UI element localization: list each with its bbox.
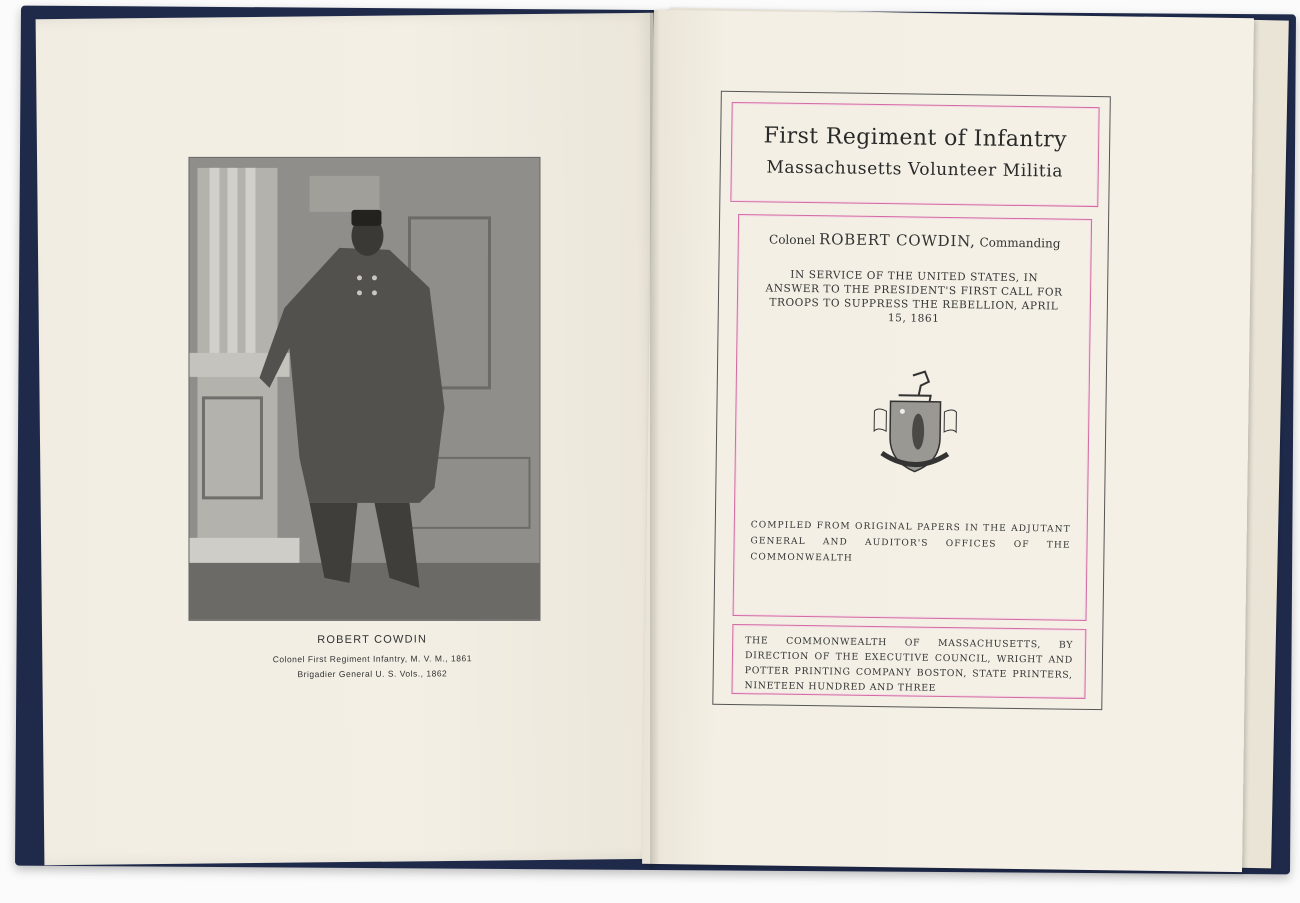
caption-line-1: Colonel First Regiment Infantry, M. V. M., 1861: [272, 653, 472, 665]
title-box: [730, 102, 1099, 207]
left-page-frontispiece: [36, 13, 663, 865]
book-subtitle: Massachusetts Volunteer Militia: [766, 157, 1064, 182]
right-page-title: [642, 10, 1254, 872]
imprint-box: [731, 624, 1086, 699]
colonel-suffix: Commanding: [979, 235, 1061, 251]
title-page-frame: [712, 91, 1111, 710]
colonel-prefix: Colonel: [768, 232, 816, 248]
commander-line: [739, 229, 1091, 252]
description-box: [733, 214, 1093, 621]
caption-name: ROBERT COWDIN: [317, 633, 428, 647]
colonel-name: ROBERT COWDIN,: [818, 230, 976, 251]
portrait-illustration: [189, 158, 539, 620]
portrait-caption: [212, 633, 532, 685]
massachusetts-seal-icon: [867, 367, 963, 480]
publisher-imprint: THE COMMONWEALTH OF MASSACHUSETTS, BY DIRECTION OF THE EXECUTIVE COUNCIL, WRIGHT AND POTTER PRINTING COMPANY BOSTON, STATE PRINTERS, NINETEEN HUNDRED AND THREE: [744, 635, 1074, 694]
book-gutter: [650, 10, 660, 870]
book-title: First Regiment of Infantry: [763, 123, 1068, 153]
compiled-statement: COMPILED FROM ORIGINAL PAPERS IN THE ADJUTANT GENERAL AND AUDITOR'S OFFICES OF THE COMMONWEALTH: [750, 520, 1071, 564]
service-statement: IN SERVICE OF THE UNITED STATES, IN ANSWER TO THE PRESIDENT'S FIRST CALL FOR TROOPS TO SUPPRESS THE REBELLION, APRIL 15, 1861: [765, 268, 1063, 325]
portrait-photograph: [189, 158, 539, 620]
caption-line-2: Brigadier General U. S. Vols., 1862: [297, 668, 448, 680]
